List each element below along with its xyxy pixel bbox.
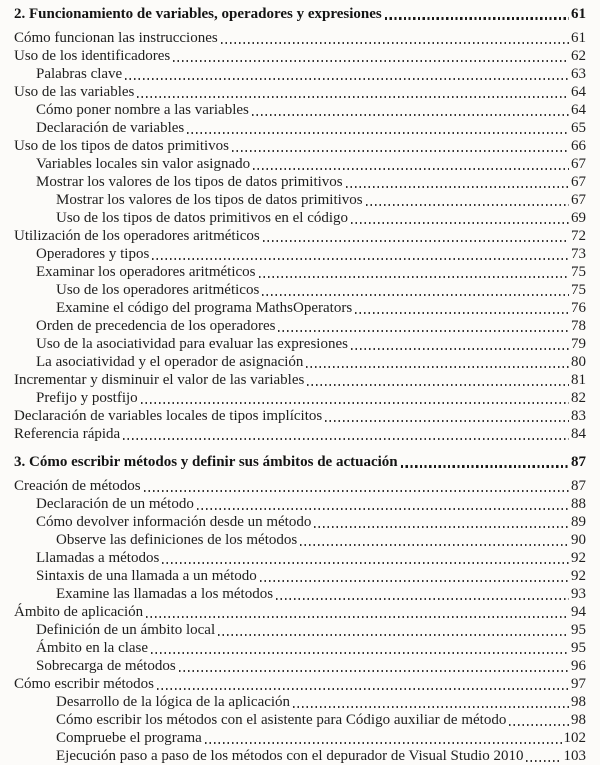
toc-entry-label: Desarrollo de la lógica de la aplicación [56,694,291,710]
dot-leader [366,204,569,206]
toc-entry-page: 69 [571,210,586,226]
toc-entry-label: Sintaxis de una llamada a un método [36,568,257,584]
dot-leader [157,688,569,690]
dot-leader [123,438,569,440]
toc-entry-page: 95 [571,622,586,638]
dot-leader [221,42,569,44]
dot-leader [197,508,569,510]
toc-entry [14,425,586,443]
dot-leader [218,634,569,636]
dot-leader [300,544,569,546]
toc-entry [14,639,586,657]
toc-entry-page: 82 [571,390,586,406]
toc-entry-label: Prefijo y postfijo [36,390,138,406]
chapter-entries [14,29,586,443]
toc-entry-label: Referencia rápida [14,426,121,442]
toc-entry-label: Sobrecarga de métodos [36,658,176,674]
toc-entry-page: 61 [571,30,586,46]
toc-entry-label: Palabras clave [36,66,123,82]
toc-entry-label: Mostrar los valores de los tipos de datos primitivos [36,174,343,190]
toc-entry-page: 92 [571,568,586,584]
toc-entry-label: Uso de los identificadores [14,48,171,64]
toc-entry-page: 88 [571,496,586,512]
toc-entry [14,83,586,101]
toc-entry-label: Mostrar los valores de los tipos de datos primitivos [56,192,363,208]
dot-leader [509,724,569,726]
toc-entry-label: Declaración de variables [36,120,185,136]
toc-entry-page: 92 [571,550,586,566]
toc-entry-page: 97 [571,676,586,692]
dot-leader [259,276,569,278]
toc-entry [14,371,586,389]
toc-entry-page: 67 [571,174,586,190]
toc-entry-page: 98 [571,712,586,728]
dot-leader [252,114,569,116]
toc-entry-label: Uso de los operadores aritméticos [56,282,260,298]
toc-entry-label: Creación de métodos [14,478,141,494]
dot-leader [151,652,569,654]
toc-section [14,453,586,765]
toc-entry-label: Examine el código del programa MathsOperators [56,300,353,316]
toc-entry-label: Ámbito de aplicación [14,604,144,620]
toc-entry-label: Incrementar y disminuir el valor de las variables [14,372,305,388]
toc-entry-page: 67 [571,192,586,208]
toc-entry-page: 78 [571,318,586,334]
toc-entry-page: 67 [571,156,586,172]
toc-entry-page: 103 [563,748,586,764]
dot-leader [146,616,569,618]
dot-leader [526,760,561,762]
chapter-page-number: 61 [571,6,586,22]
dot-leader [325,420,569,422]
toc-entry [14,549,586,567]
toc-entry-page: 62 [571,48,586,64]
chapter-heading-row [14,5,586,23]
dot-leader [351,222,569,224]
toc-entry [14,299,586,317]
toc-entry [14,335,586,353]
toc-entry [14,711,586,729]
toc-entry-page: 76 [571,300,586,316]
toc-entry-label: Uso de las variables [14,84,135,100]
toc-entry [14,657,586,675]
dot-leader [179,670,569,672]
table-of-contents [14,5,586,765]
toc-entry-label: Definición de un ámbito local [36,622,216,638]
toc-entry [14,621,586,639]
toc-entry-label: Uso de la asociatividad para evaluar las expresiones [36,336,348,352]
dot-leader [162,562,569,564]
toc-section [14,5,586,443]
chapter-page-number: 87 [571,454,586,470]
toc-entry [14,29,586,47]
toc-entry-page: 90 [571,532,586,548]
toc-entry-label: Cómo poner nombre a las variables [36,102,249,118]
toc-entry [14,317,586,335]
toc-entry-label: Ámbito en la clase [36,640,149,656]
dot-leader [173,60,569,62]
toc-entry-page: 66 [571,138,586,154]
chapter-heading-row [14,453,586,471]
toc-entry [14,263,586,281]
toc-entry-page: 98 [571,694,586,710]
toc-entry [14,585,586,603]
toc-entry [14,101,586,119]
toc-entry-page: 63 [571,66,586,82]
dot-leader [346,186,569,188]
toc-entry-label: Declaración de variables locales de tipos implícitos [14,408,323,424]
toc-entry [14,155,586,173]
toc-entry-label: Cómo devolver información desde un método [36,514,312,530]
toc-entry-label: Uso de los tipos de datos primitivos [14,138,229,154]
toc-entry [14,675,586,693]
toc-entry [14,567,586,585]
toc-entry-label: Utilización de los operadores aritméticos [14,228,260,244]
toc-entry [14,513,586,531]
toc-entry [14,729,586,747]
toc-entry-label: Operadores y tipos [36,246,150,262]
toc-entry [14,747,586,765]
toc-entry [14,65,586,83]
dot-leader [307,384,569,386]
toc-entry-page: 94 [571,604,586,620]
toc-entry [14,693,586,711]
dot-leader [141,402,569,404]
dot-leader [401,465,569,468]
dot-leader [278,330,569,332]
chapter-heading-label: 3. Cómo escribir métodos y definir sus ámbitos de actuación [14,454,398,470]
dot-leader [205,742,562,744]
toc-entry [14,407,586,425]
toc-entry-label: Ejecución paso a paso de los métodos con el depurador de Visual Studio 2010 [56,748,524,764]
toc-entry [14,191,586,209]
toc-entry [14,531,586,549]
toc-entry [14,353,586,371]
toc-entry-label: Cómo escribir los métodos con el asistente para Código auxiliar de método [56,712,507,728]
chapter-entries [14,477,586,765]
dot-leader [314,526,569,528]
toc-entry-page: 89 [571,514,586,530]
toc-entry-page: 79 [571,336,586,352]
toc-entry-label: La asociatividad y el operador de asignación [36,354,304,370]
toc-entry-label: Examine las llamadas a los métodos [56,586,274,602]
toc-entry-page: 75 [571,264,586,280]
toc-entry-page: 72 [571,228,586,244]
toc-entry-label: Llamadas a métodos [36,550,160,566]
toc-entry-page: 64 [571,102,586,118]
dot-leader [263,240,569,242]
dot-leader [276,598,569,600]
toc-entry-label: Orden de precedencia de los operadores [36,318,276,334]
toc-entry-page: 73 [571,246,586,262]
dot-leader [253,168,569,170]
toc-entry [14,209,586,227]
toc-entry [14,389,586,407]
toc-entry [14,477,586,495]
toc-entry-page: 80 [571,354,586,370]
toc-entry [14,603,586,621]
chapter-heading-label: 2. Funcionamiento de variables, operadores y expresiones [14,6,382,22]
dot-leader [144,490,569,492]
toc-entry-page: 65 [571,120,586,136]
dot-leader [262,294,569,296]
dot-leader [351,348,569,350]
toc-entry [14,495,586,513]
dot-leader [385,17,569,20]
toc-entry [14,227,586,245]
dot-leader [355,312,569,314]
dot-leader [260,580,569,582]
toc-entry-page: 81 [571,372,586,388]
toc-entry [14,137,586,155]
dot-leader [293,706,569,708]
toc-entry-page: 83 [571,408,586,424]
toc-entry [14,47,586,65]
toc-entry-label: Declaración de un método [36,496,194,512]
toc-entry [14,119,586,137]
toc-entry-page: 87 [571,478,586,494]
toc-entry [14,245,586,263]
toc-entry-page: 75 [571,282,586,298]
toc-entry [14,281,586,299]
toc-entry-label: Variables locales sin valor asignado [36,156,251,172]
toc-entry-label: Uso de los tipos de datos primitivos en el código [56,210,349,226]
toc-entry-label: Compruebe el programa [56,730,202,746]
dot-leader [125,78,569,80]
toc-entry-page: 102 [563,730,586,746]
dot-leader [232,150,569,152]
toc-entry-page: 64 [571,84,586,100]
toc-entry-page: 84 [571,426,586,442]
toc-entry [14,173,586,191]
toc-entry-page: 93 [571,586,586,602]
toc-entry-page: 95 [571,640,586,656]
dot-leader [306,366,569,368]
dot-leader [152,258,569,260]
dot-leader [187,132,569,134]
toc-entry-label: Cómo funcionan las instrucciones [14,30,218,46]
dot-leader [137,96,569,98]
toc-entry-label: Observe las definiciones de los métodos [56,532,298,548]
toc-entry-label: Examinar los operadores aritméticos [36,264,256,280]
toc-entry-page: 96 [571,658,586,674]
toc-entry-label: Cómo escribir métodos [14,676,154,692]
